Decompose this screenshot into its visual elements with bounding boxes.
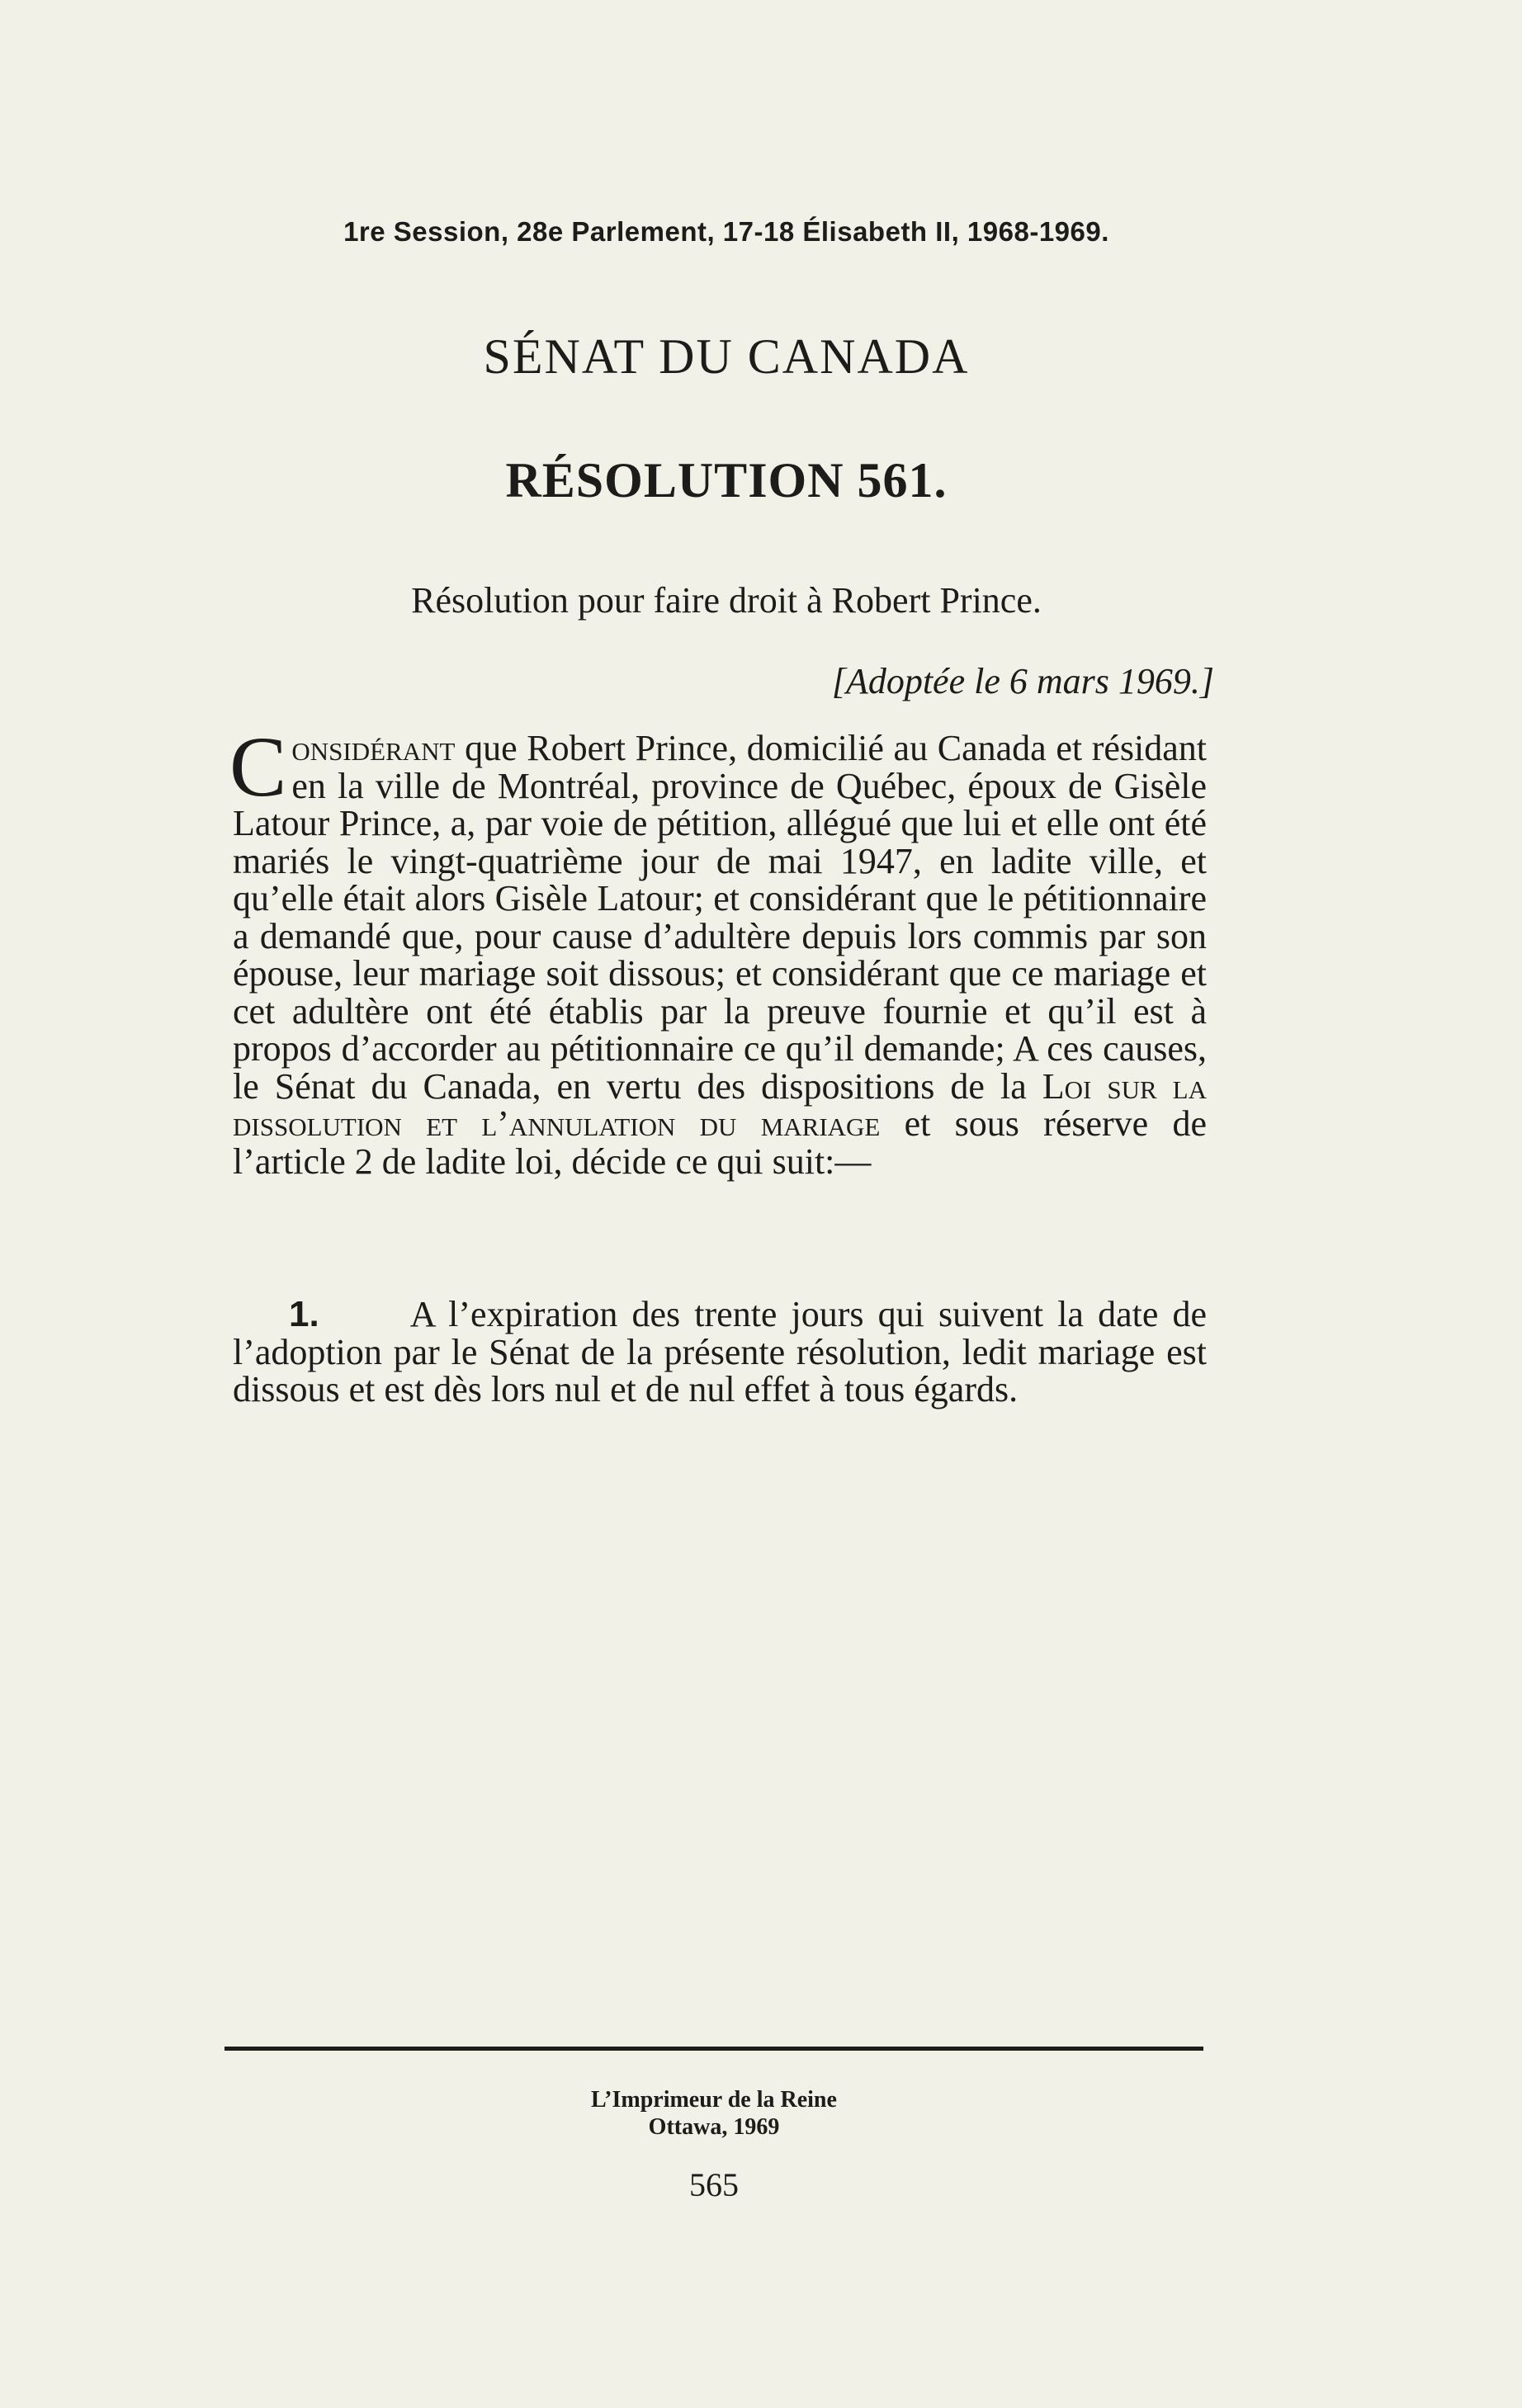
article-number: 1. <box>289 1294 319 1334</box>
resolution-subject: Résolution pour faire droit à Robert Prince. <box>411 580 1042 621</box>
printer-block <box>0 2086 1428 2141</box>
senate-heading: SÉNAT DU CANADA <box>483 329 970 384</box>
preamble-text-2: et sous réserve de l’article 2 de ladite loi, décide ce qui suit:— <box>233 1103 1207 1182</box>
resolution-title: RÉSOLUTION 561. <box>505 453 948 508</box>
article-1 <box>233 1296 1207 1409</box>
article-text: A l’expiration des trente jours qui suivent la date de l’adoption par le Sénat de la présente résolution, ledit mariage est dissous et est dès lors nul et de nul effet à tous égards. <box>233 1294 1207 1409</box>
footer-rule <box>225 2047 1203 2051</box>
preamble-paragraph <box>229 720 1207 1182</box>
act-name: Loi sur la dissolution et l’annulation du mariage <box>233 1065 1207 1144</box>
preamble-text-1: que Robert Prince, domicilié au Canada et résidant en la ville de Montréal, province de Québec, époux de Gisèle Latour Prince, a, par voie de pétition, allégué que lui et elle ont été mariés le vingt-quatrième jour de mai 1947, en ladite ville, et qu’elle était alors Gisèle Latour; et considérant que le pétitionnaire a demandé que, pour cause d’adultère depuis lors commis par son épouse, leur mariage soit dissous; et considérant que ce mariage et cet adultère ont été établis par la preuve fournie et qu’il est à propos d’accorder au pétitionnaire ce qu’il demande; A ces causes, le Sénat du Canada, en vertu des dispositions de la <box>233 728 1207 1107</box>
printer-name: L’Imprimeur de la Reine <box>591 2087 837 2113</box>
drop-cap: C <box>229 720 287 814</box>
adoption-date: [Adoptée le 6 mars 1969.] <box>831 661 1214 701</box>
printer-place-year: Ottawa, 1969 <box>648 2114 780 2140</box>
page-number: 565 <box>689 2166 739 2203</box>
session-line: 1re Session, 28e Parlement, 17-18 Élisabeth II, 1968-1969. <box>343 216 1109 247</box>
lead-small-caps: onsidérant <box>291 728 456 768</box>
